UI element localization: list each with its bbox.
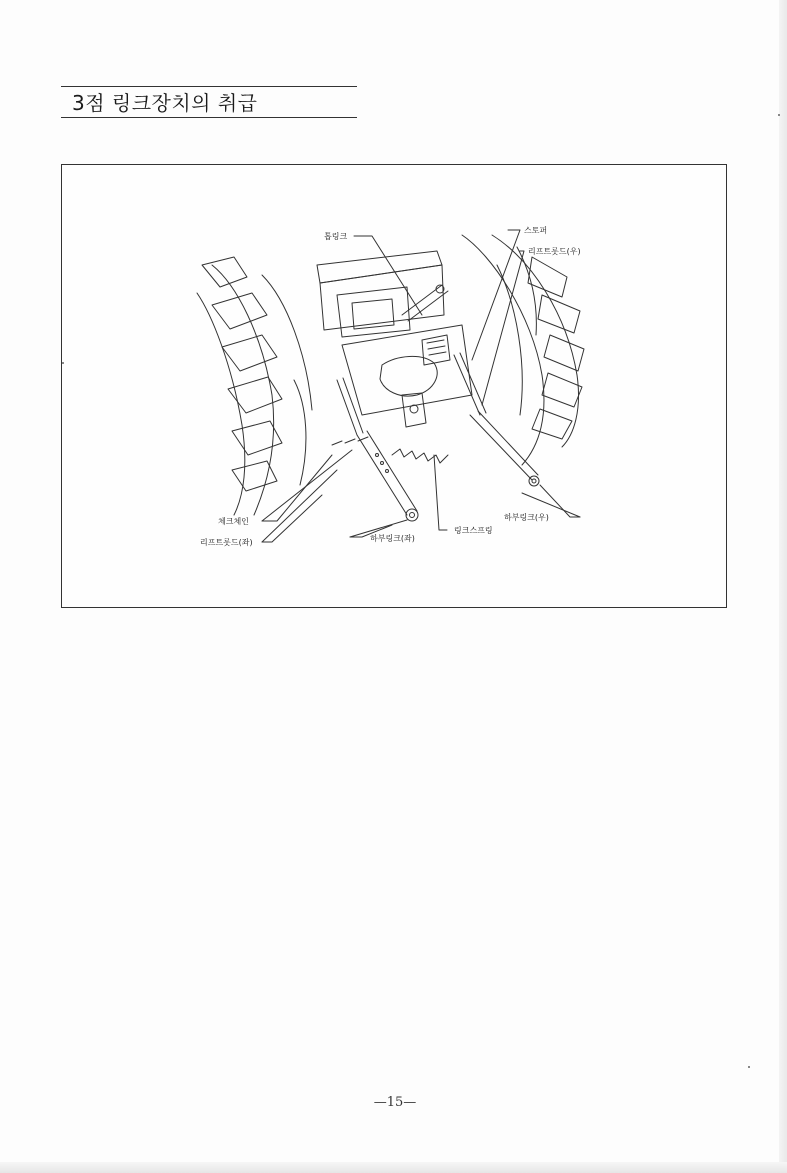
hitch-housing [342,325,472,415]
title-rule [61,86,357,87]
scan-speck [748,1066,750,1068]
lower-link-right [470,415,532,480]
callout-link-spring: 링크스프링 [454,526,493,535]
page-edge [779,0,787,1173]
callout-lower-link-left: 하부링크(좌) [370,534,415,543]
scan-speck [778,114,780,116]
lower-link-left [357,435,407,515]
callout-lift-rod-right: 리프트롯드(우) [528,247,581,256]
right-tire [462,235,584,465]
left-tire [197,257,312,515]
page-number: —15— [373,1095,417,1110]
callout-lift-rod-left: 리프트롯드(좌) [200,538,253,547]
lift-rod-right [454,355,480,415]
figure-frame [61,164,727,608]
section-title: 3점 링크장치의 취급 [72,91,258,115]
callout-check-chain: 체크체인 [218,517,249,526]
three-point-hitch-illustration [62,165,726,607]
callout-lower-link-right: 하부링크(우) [504,513,549,522]
callout-stopper: 스토퍼 [524,226,548,235]
scan-speck [62,362,64,364]
page-edge [0,1162,787,1173]
callout-top-link: 톱링크 [324,232,348,241]
title-rule [61,117,357,118]
link-spring [392,449,448,463]
